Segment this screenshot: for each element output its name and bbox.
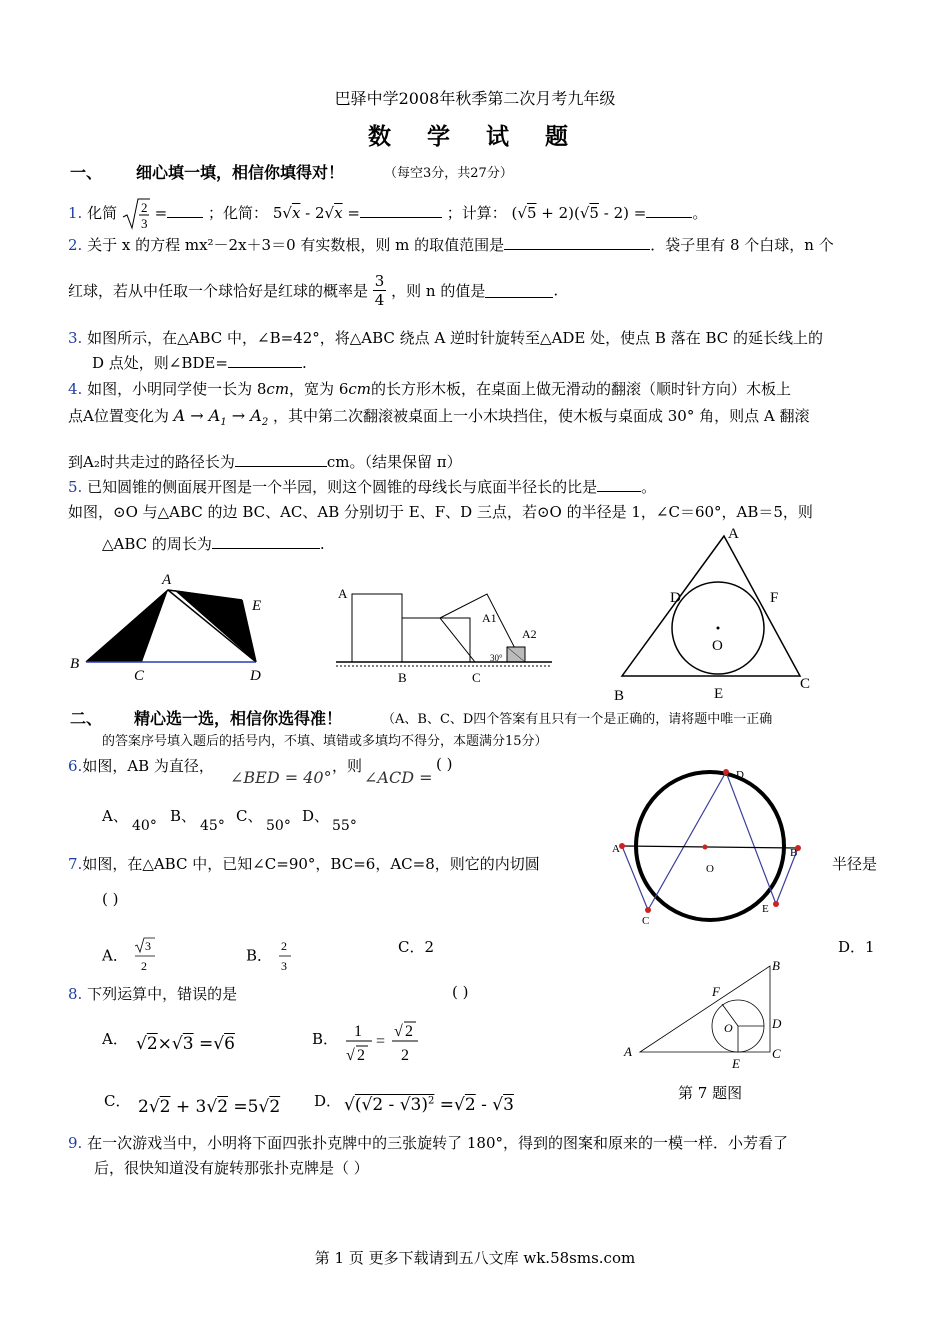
- fig4-label-a: A: [612, 843, 620, 855]
- q4-line-1c: 的长方形木板，在桌面上做无滑动的翻滚（顺时针方向）木板上: [370, 380, 791, 398]
- q7-paren: ( ): [102, 890, 119, 908]
- fig2-label-a2: A2: [522, 627, 537, 641]
- figure-circle-diameter: [608, 762, 814, 930]
- q7-frac-sqrt3-2: [133, 936, 157, 974]
- q2-frac-den: 4: [374, 291, 385, 309]
- q8-number: 8.: [68, 985, 83, 1003]
- question-9-line-2: 后，很快知道没有旋转那张扑克牌是（ ）: [94, 1159, 369, 1177]
- fig5-label-e: E: [732, 1056, 740, 1071]
- fig1-label-b: B: [70, 656, 80, 672]
- svg-text:=: =: [376, 1033, 386, 1050]
- fig3-label-d: D: [670, 590, 681, 606]
- q9-line-1: 在一次游戏当中，小明将下面四张扑克牌中的三张旋转了 180°，得到的图案和原来的一模一样．小芳看了: [87, 1134, 788, 1152]
- q4-number: 4.: [68, 380, 83, 398]
- fig2-label-c: C: [472, 670, 481, 685]
- q8-option-c[interactable]: C．: [104, 1092, 131, 1110]
- question-3-line-2: [92, 352, 307, 373]
- svg-text:√: √: [346, 1047, 355, 1064]
- question-2-line-2: [68, 272, 558, 309]
- q8-option-d-expr: √(√2 - √3)$^2$ =√2 - √3: [344, 1095, 514, 1115]
- q6-option-d-value: 55°: [332, 818, 357, 834]
- q5-line-1b: 。: [641, 478, 657, 496]
- q7-text: 如图，在△ABC 中，已知∠C=90°，BC=6，AC=8，则它的内切圆: [82, 855, 540, 873]
- fig5-label-o: O: [724, 1021, 733, 1035]
- fig2-label-a1: A1: [482, 611, 497, 625]
- q6-paren: ( ): [436, 755, 453, 773]
- fig1-label-a: A: [162, 572, 172, 588]
- page-footer: 第 1 页 更多下载请到五八文库 wk.58sms.com: [314, 1249, 636, 1267]
- question-8: [68, 983, 237, 1004]
- q3-blank: [228, 353, 302, 368]
- svg-text:2: 2: [357, 1047, 365, 1064]
- fig4-label-c: C: [642, 915, 650, 927]
- fig4-label-e: E: [762, 903, 769, 915]
- page-title: 数 学 试 题: [367, 124, 583, 150]
- q1-text-3: ；计算：: [446, 204, 507, 222]
- fig3-label-f: F: [770, 590, 779, 606]
- q1-end: 。: [692, 204, 708, 222]
- svg-text:2: 2: [140, 200, 148, 215]
- q2-line-2b: ，则 n 的值是: [391, 282, 486, 300]
- q4-blank: [235, 452, 327, 467]
- q6-number: 6.: [68, 757, 83, 775]
- svg-text:3: 3: [144, 939, 151, 953]
- question-5-line-2: [68, 501, 813, 522]
- question-6: [68, 755, 214, 776]
- q2-line-2a: 红球，若从中任取一个球恰好是红球的概率是: [68, 282, 369, 300]
- q9-number: 9.: [68, 1134, 83, 1152]
- question-1: [68, 197, 707, 231]
- fig5-label-d: D: [772, 1016, 782, 1031]
- fig5-label-c: C: [772, 1046, 781, 1061]
- figure-incircle-triangle: [610, 524, 820, 706]
- svg-text:2: 2: [280, 939, 287, 953]
- fig5-label-b: B: [772, 958, 780, 973]
- fig5-caption: 第 7 题图: [678, 1084, 743, 1102]
- question-5-line-3: [102, 533, 325, 554]
- q7-option-a-label: A．: [102, 946, 128, 965]
- figure-rolling-board: [332, 580, 562, 688]
- q6-option-b[interactable]: B、: [170, 807, 197, 825]
- fig5-label-f: F: [712, 984, 720, 999]
- school-title: 巴驿中学2008年秋季第二次月考九年级: [334, 89, 616, 108]
- q8-option-b-expr: [344, 1016, 424, 1066]
- q5-number: 5.: [68, 478, 83, 496]
- fig1-label-d: D: [250, 668, 261, 684]
- question-4-line-2: [68, 405, 809, 428]
- q7-option-c[interactable]: C．2: [398, 938, 435, 956]
- section2-note-1: （A、B、C、D四个答案有且只有一个是正确的，请将题中唯一正确: [382, 712, 773, 727]
- section1-note: （每空3分，共27分）: [384, 166, 513, 181]
- q5-line-3b: .: [319, 535, 325, 553]
- q1-expr-3: (√5 + 2)(√5 - 2): [511, 204, 629, 222]
- fig2-label-a: A: [338, 586, 348, 601]
- q1-text-2: ；化简：: [208, 204, 269, 222]
- fig3-label-c: C: [800, 676, 811, 692]
- figure-right-triangle-incircle: [620, 954, 792, 1074]
- svg-text:2: 2: [405, 1023, 413, 1040]
- svg-text:2: 2: [140, 959, 147, 973]
- q1-blank-2: [360, 203, 442, 218]
- section1-no: 一、: [70, 163, 103, 182]
- fig4-label-o: O: [706, 863, 714, 875]
- fig3-label-o: O: [712, 638, 723, 654]
- q1-text: 化简: [87, 204, 118, 222]
- q7-option-b[interactable]: [246, 936, 295, 974]
- question-4-line-1: [68, 378, 791, 399]
- q8-option-b[interactable]: B．: [312, 1030, 339, 1048]
- q1-sqrt-2-3: [122, 197, 150, 231]
- q8-option-d[interactable]: D．: [314, 1092, 342, 1110]
- q2-blank-1: [504, 235, 650, 250]
- q2-line-1b: ．袋子里有 8 个白球，n 个: [650, 236, 834, 254]
- question-5-line-1: [68, 476, 656, 497]
- q5-line-3: △ABC 的周长为: [102, 535, 212, 553]
- q6-text: 如图，AB 为直径，: [82, 757, 214, 775]
- q7-option-a[interactable]: [102, 936, 157, 974]
- q4-unit-2: cm: [348, 380, 371, 398]
- question-3-line-1: [68, 327, 823, 348]
- figure-rotation-triangle: [64, 568, 274, 686]
- q6-ask: ∠ACD =: [364, 768, 433, 787]
- q7-option-b-label: B．: [246, 946, 273, 965]
- q1-eq: =: [154, 204, 168, 222]
- svg-text:2: 2: [401, 1047, 409, 1064]
- question-2-line-1: [68, 234, 834, 255]
- q3-line-2b: .: [301, 354, 307, 372]
- q6-option-c[interactable]: C、: [236, 807, 263, 825]
- svg-text:3: 3: [280, 959, 287, 973]
- q5-blank-2: [212, 534, 320, 549]
- q8-option-c-expr: 2√2 + 3√2 =5√2: [138, 1097, 281, 1117]
- q6-then: ，则: [332, 757, 363, 775]
- section1-title: 细心填一填，相信你填得对！: [136, 163, 345, 182]
- q3-number: 3.: [68, 329, 83, 347]
- q7-frac-2-3: [277, 936, 295, 974]
- q6-option-a-value: 40°: [132, 818, 157, 834]
- q5-blank-1: [597, 477, 641, 492]
- q4-line-3b: cm。（结果保留 π）: [326, 453, 462, 471]
- fig3-label-a: A: [728, 526, 739, 542]
- q4-unit-1: cm: [266, 380, 290, 398]
- q8-option-a[interactable]: A．: [102, 1030, 128, 1048]
- q4-line-1b: ，宽为 6: [289, 380, 349, 398]
- fig2-angle: 30°: [490, 653, 503, 663]
- fig3-label-e: E: [714, 686, 724, 702]
- q4-line-1a: 如图，小明同学使一长为 8: [87, 380, 267, 398]
- q2-fraction: [373, 272, 387, 309]
- fig1-label-e: E: [252, 598, 262, 614]
- q1-eq-3: =: [633, 204, 647, 222]
- q4-line-2b: ，其中第二次翻滚被桌面上一小木块挡住，使木板与桌面成 30° 角，则点 A 翻滚: [272, 407, 810, 425]
- fig2-label-b: B: [398, 670, 407, 685]
- q2-line-1: 关于 x 的方程 mx²－2x＋3＝0 有实数根，则 m 的取值范围是: [87, 236, 505, 254]
- fig4-label-d: D: [736, 769, 744, 781]
- q8-text: 下列运算中，错误的是: [87, 985, 238, 1003]
- fig3-label-b: B: [614, 688, 625, 704]
- q1-eq-2: =: [347, 204, 360, 222]
- section2-no: 二、: [70, 709, 103, 728]
- svg-text:√: √: [394, 1023, 403, 1040]
- q6-option-b-value: 45°: [200, 818, 225, 834]
- q2-number: 2.: [68, 236, 83, 254]
- question-7: [68, 853, 540, 874]
- q2-blank-2: [485, 283, 553, 298]
- q7-number: 7.: [68, 855, 83, 873]
- q1-expr-2: 5√x - 2√x: [272, 204, 343, 222]
- fig1-label-c: C: [134, 668, 145, 684]
- q4-line-3a: 到A₂时共走过的路径长为: [68, 453, 235, 471]
- q7-option-d[interactable]: D．1: [838, 938, 875, 956]
- q3-line-2: D 点处，则∠BDE=: [92, 354, 228, 372]
- q4-line-2a: 点A位置变化为: [68, 407, 169, 425]
- q1-blank-1: [167, 203, 203, 218]
- q1-blank-3: [646, 203, 692, 218]
- q6-option-c-value: 50°: [266, 818, 291, 834]
- question-4-line-3: [68, 451, 462, 472]
- svg-text:3: 3: [140, 216, 148, 231]
- section2-note-2: 的答案序号填入题后的括号内，不填、填错或多填均不得分，本题满分15分）: [102, 734, 548, 749]
- q4-path-expr: $A \to A_1 \to A_2$: [173, 406, 269, 429]
- q2-frac-num: 3: [374, 272, 385, 290]
- q6-option-d[interactable]: D、: [302, 807, 330, 825]
- q1-number: 1.: [68, 204, 83, 222]
- svg-text:1: 1: [354, 1023, 362, 1040]
- q8-option-a-expr: √2×√3 =√6: [136, 1034, 235, 1054]
- q2-line-2c: .: [553, 281, 559, 300]
- q8-paren: ( ): [452, 983, 469, 1001]
- q6-option-a[interactable]: A、: [102, 807, 128, 825]
- q6-condition: ∠BED = 40°: [230, 768, 332, 787]
- q5-line-1: 已知圆锥的侧面展开图是一个半园，则这个圆锥的母线长与底面半径长的比是: [87, 478, 598, 496]
- q3-line-1: 如图所示，在△ABC 中，∠B=42°，将△ABC 绕点 A 逆时针旋转至△ADE 处，使点 B 落在 BC 的延长线上的: [87, 329, 824, 347]
- q5-line-2: 如图，⊙O 与△ABC 的边 BC、AC、AB 分别切于 E、F、D 三点，若⊙O 的半径是 1，∠C＝60°，AB＝5，则: [68, 503, 813, 521]
- section2-title: 精心选一选，相信你选得准！: [134, 709, 343, 728]
- fig5-label-a: A: [624, 1044, 632, 1059]
- fig4-label-b: B: [790, 847, 798, 859]
- question-9-line-1: [68, 1132, 788, 1153]
- q7-tail: 半径是: [832, 855, 878, 873]
